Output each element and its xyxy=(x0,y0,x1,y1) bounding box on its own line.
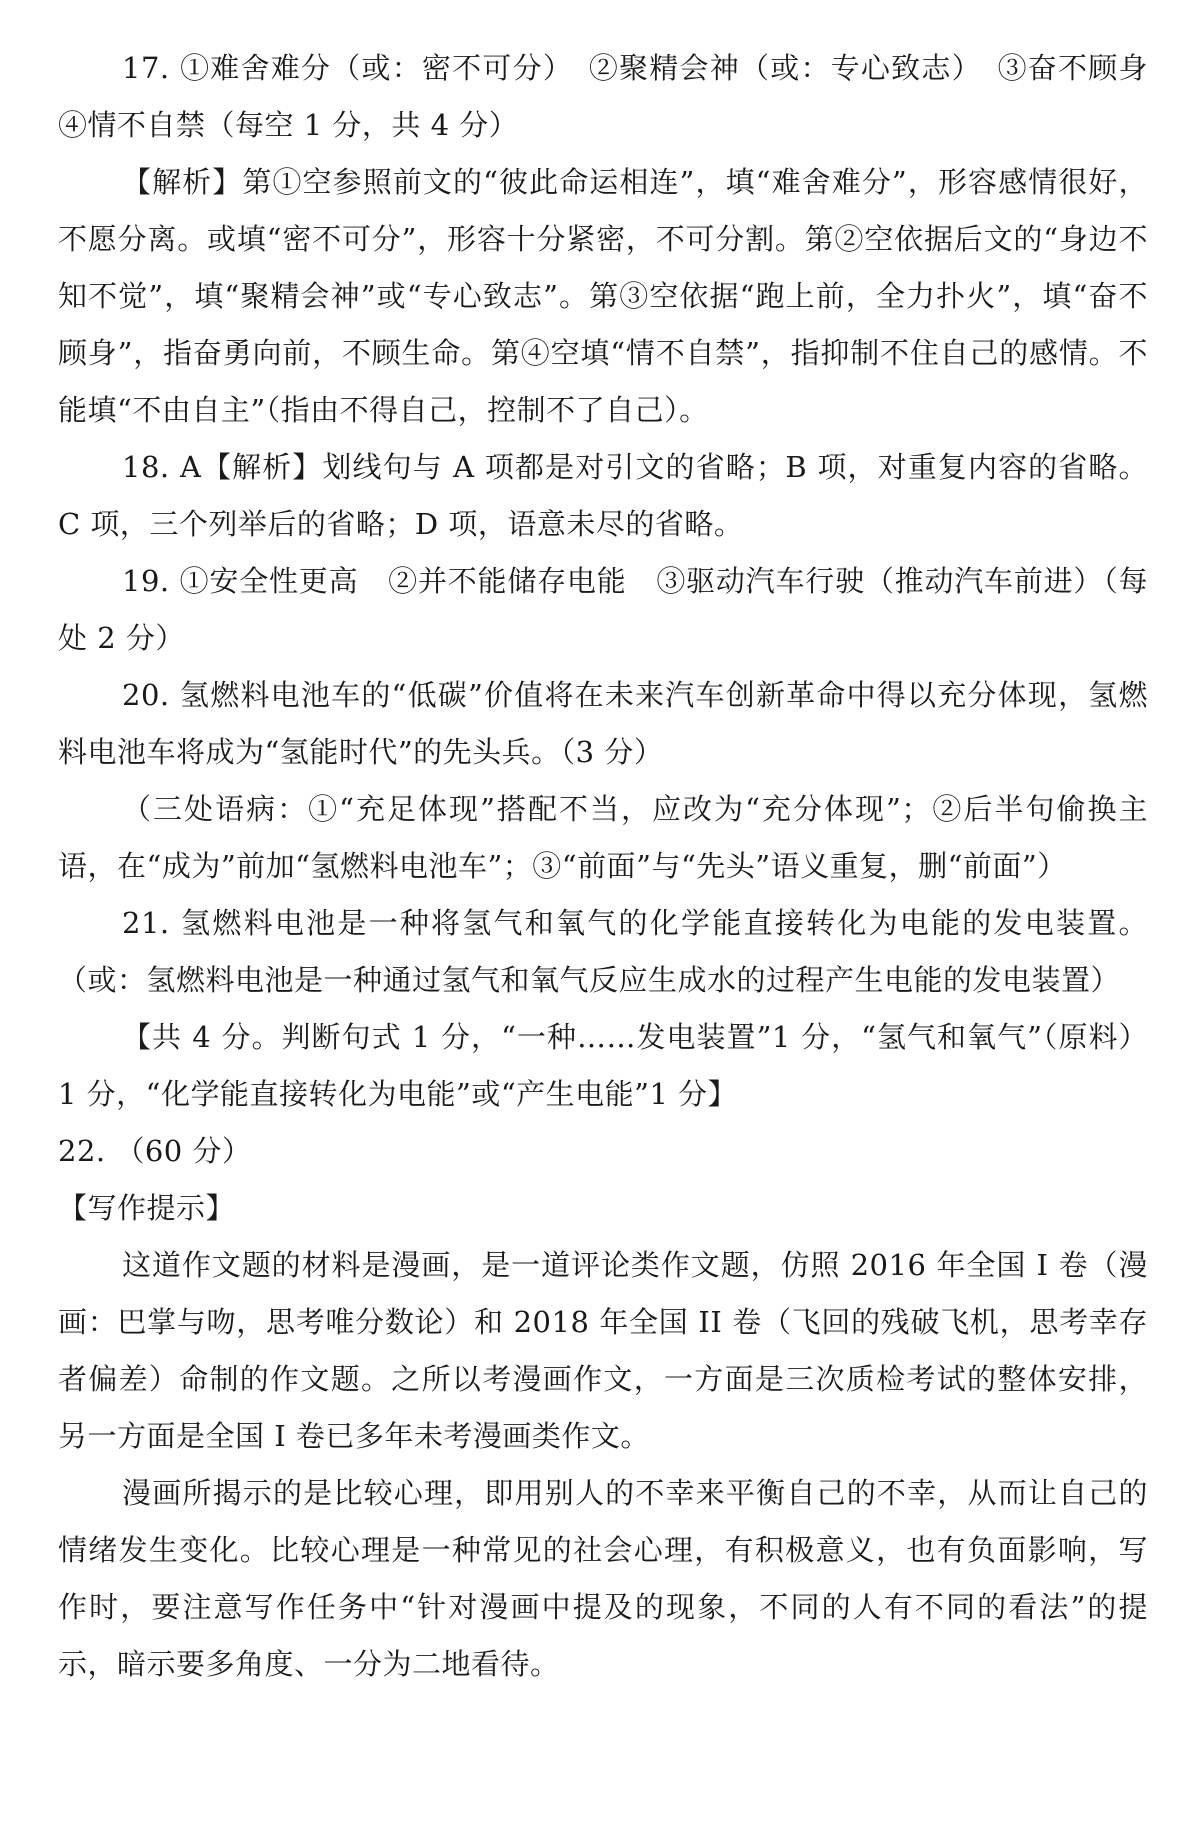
answer-key-page xyxy=(58,40,1178,1693)
q18-answer: 18. A【解析】划线句与 A 项都是对引文的省略；B 项，对重复内容的省略。C 项，三个列举后的省略；D 项，语意未尽的省略。 xyxy=(58,450,1148,541)
q17-answer: 17. ①难舍难分（或：密不可分） ②聚精会神（或：专心致志） ③奋不顾身 ④情不自禁（每空 1 分，共 4 分） xyxy=(58,51,1178,142)
q20-answer: 20. 氢燃料电池车的“低碳”价值将在未来汽车创新革命中得以充分体现，氢燃料电池车将成为“氢能时代”的先头兵。（3 分） xyxy=(58,678,1148,769)
writing-tip-heading: 【写作提示】 xyxy=(58,1191,236,1225)
q21-answer: 21. 氢燃料电池是一种将氢气和氧气的化学能直接转化为电能的发电装置。（或：氢燃料电池是一种通过氢气和氧气反应生成水的过程产生电能的发电装置） xyxy=(58,906,1148,997)
q17-analysis: 【解析】第①空参照前文的“彼此命运相连”，填“难舍难分”，形容感情很好，不愿分离。或填“密不可分”，形容十分紧密，不可分割。第②空依据后文的“身边不知不觉”，填“聚精会神”或“专心致志”。第③空依据“跑上前，全力扑火”，填“奋不顾身”，指奋勇向前，不顾生命。第④空填“情不自禁”，指抑制不住自己的感情。不能填“不由自主”（指由不得自己，控制不了自己）。 xyxy=(58,165,1148,427)
q19-answer: 19. ①安全性更高 ②并不能储存电能 ③驱动汽车行驶（推动汽车前进）（每处 2 分） xyxy=(58,564,1148,655)
q20-analysis: （三处语病：①“充足体现”搭配不当，应改为“充分体现”；②后半句偷换主语，在“成为”前加“氢燃料电池车”；③“前面”与“先头”语义重复，删“前面”） xyxy=(58,792,1148,883)
writing-tip-paragraph-1: 这道作文题的材料是漫画，是一道评论类作文题，仿照 2016 年全国 I 卷（漫画：巴掌与吻，思考唯分数论）和 2018 年全国 II 卷（飞回的残破飞机，思考幸存者偏差）命制的作文题。之所以考漫画作文，一方面是三次质检考试的整体安排，另一方面是全国 I 卷已多年未考漫画类作文。 xyxy=(58,1248,1148,1453)
q21-scoring: 【共 4 分。判断句式 1 分，“一种……发电装置”1 分，“氢气和氧气”（原料）1 分，“化学能直接转化为电能”或“产生电能”1 分】 xyxy=(58,1020,1148,1111)
q22-heading: 22. （60 分） xyxy=(58,1134,252,1168)
writing-tip-paragraph-2: 漫画所揭示的是比较心理，即用别人的不幸来平衡自己的不幸，从而让自己的情绪发生变化。比较心理是一种常见的社会心理，有积极意义，也有负面影响，写作时，要注意写作任务中“针对漫画中提及的现象，不同的人有不同的看法”的提示，暗示要多角度、一分为二地看待。 xyxy=(58,1476,1148,1681)
